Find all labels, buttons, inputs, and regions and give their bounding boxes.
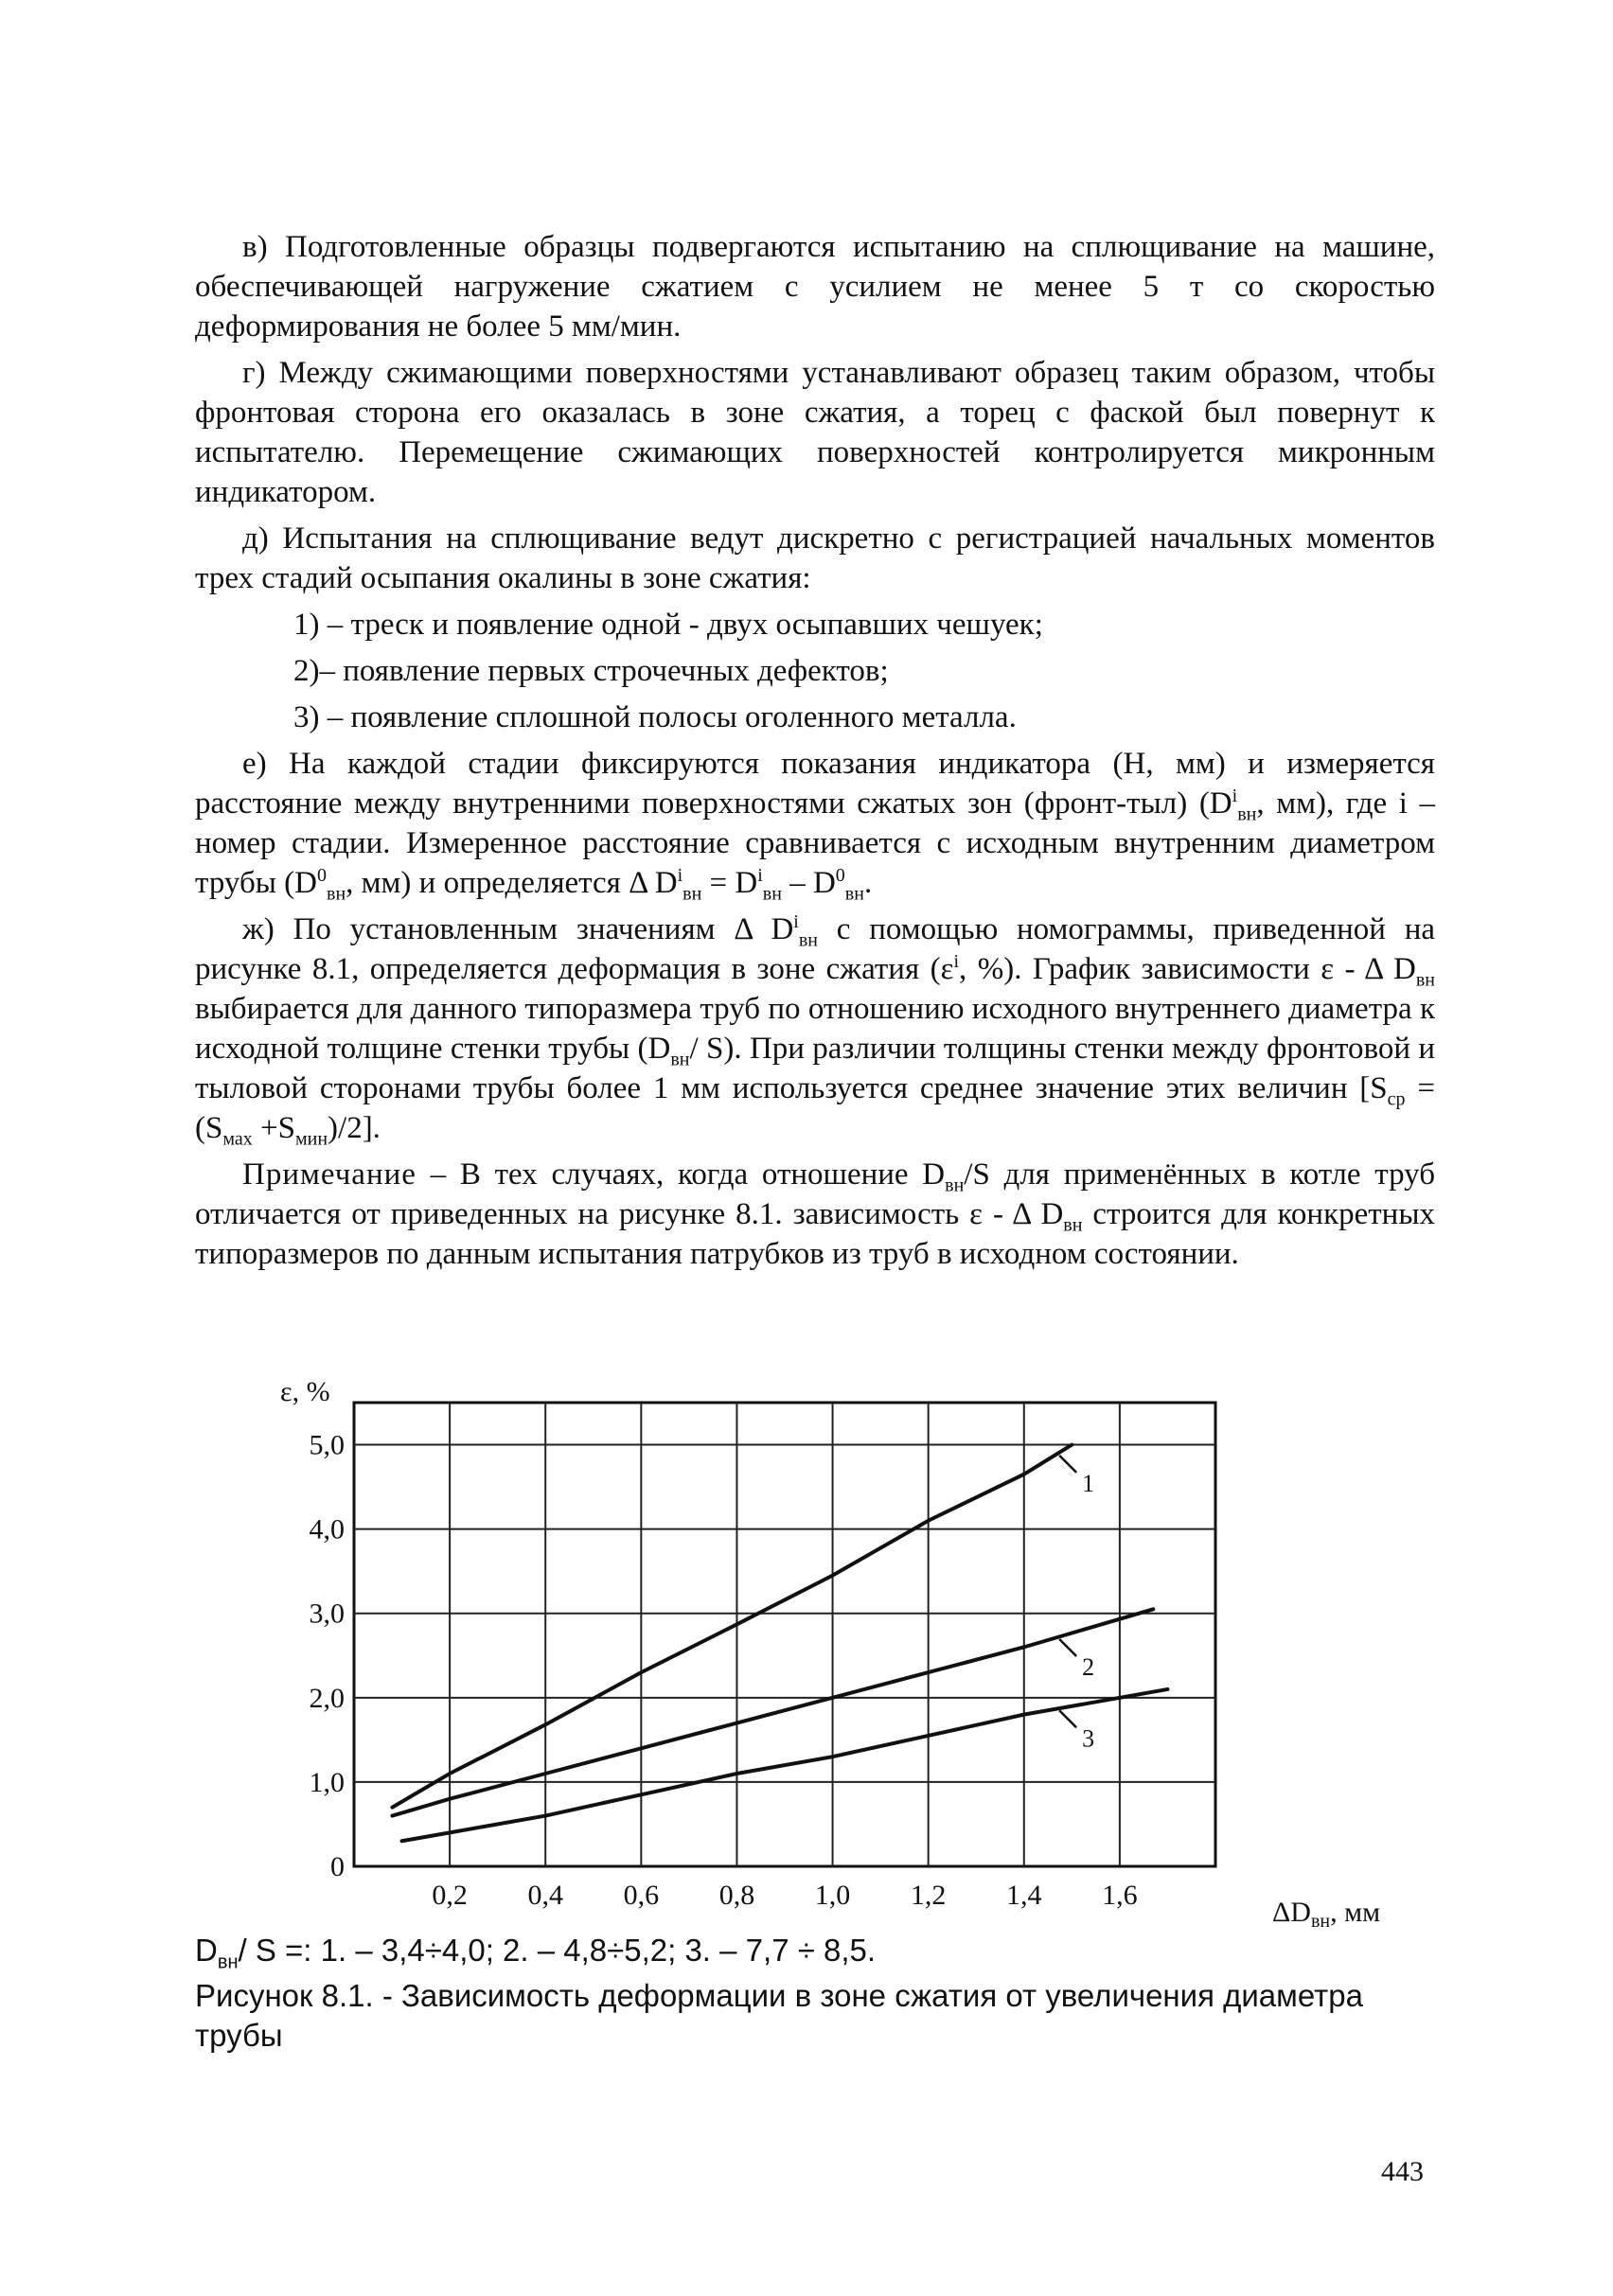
list-item-1: 1) – треск и появление одной - двух осыпавших чешуек; <box>293 608 1043 642</box>
series-label-1: 1 <box>1082 1469 1095 1497</box>
main-text <box>195 227 1435 1280</box>
y-tick-label: 2,0 <box>309 1682 345 1714</box>
x-tick-label: 0,8 <box>718 1880 755 1911</box>
paragraph-d: д) Испытания на сплющивание ведут дискретно с регистрацией начальных моментов трех стадий осыпания окалины в зоне сжатия: <box>195 521 1435 595</box>
series-leader-2 <box>1059 1639 1076 1656</box>
paragraph-note: Примечание – В тех случаях, когда отношение $D_{вн}/S$ для применённых в котле труб отличается от приведенных на рисунке 8.1. зависимость ε - Δ $D_{вн}$ строится для конкретных типоразмеров по данным испытания патрубков из труб в исходном состоянии. <box>195 1157 1436 1271</box>
y-axis-label: ε, % <box>280 1376 330 1407</box>
list-item-2: 2)– появление первых строчечных дефектов; <box>293 654 889 688</box>
y-tick-label: 5,0 <box>309 1429 345 1461</box>
figure-caption: Рисунок 8.1. - Зависимость деформации в зоне сжатия от увеличения диаметра трубы <box>195 1978 1363 2053</box>
paragraph-g: г) Между сжимающими поверхностями устанавливают образец таким образом, чтобы фронтовая сторона его оказалась в зоне сжатия, а торец с фаской был повернут к испытателю. Перемещение сжимающих поверхностей контролируется микронным индикатором. <box>195 356 1435 509</box>
x-axis-label: $\Delta D_{вн}$, мм <box>1272 1897 1381 1932</box>
y-tick-label: 0 <box>330 1851 345 1882</box>
page-number: 443 <box>1381 2156 1424 2187</box>
y-tick-label: 3,0 <box>309 1598 345 1630</box>
figure-ratio-line: $D_{вн}/$ S =: 1. – 3,4÷4,0; 2. – 4,8÷5,2; 3. – 7,7 ÷ 8,5. <box>195 1933 877 1973</box>
list-item-3: 3) – появление сплошной полосы оголенного металла. <box>293 700 1017 734</box>
x-tick-label: 0,6 <box>623 1880 660 1911</box>
paragraph-v: в) Подготовленные образцы подвергаются испытанию на сплющивание на машине, обеспечивающей нагружение сжатием с усилием не менее 5 т со скоростью деформирования не более 5 мм/мин. <box>195 230 1435 344</box>
paragraph-zh: ж) По установленным значениям Δ $D^i_{вн}$ с помощью номограммы, приведенной на рисунке 8.1, определяется деформация в зоне сжатия ($\varepsilon^i$, %). График зависимости ε - Δ $D_{вн}$ выбирается для данного типоразмера труб по отношению исходного внутреннего диаметра к исходной толщине стенки трубы ($D_{вн}/$ S). При различии толщины стенки между фронтовой и тыловой сторонами трубы более 1 мм используется среднее значение этих величин $[S_{ср} = (S_{мах} +S_{мин})/2]$. <box>195 911 1436 1150</box>
series-line-1 <box>392 1445 1072 1808</box>
series-label-3: 3 <box>1082 1724 1095 1753</box>
y-tick-label: 1,0 <box>309 1766 345 1798</box>
x-tick-label: 0,4 <box>527 1880 563 1911</box>
series-leader-3 <box>1059 1710 1076 1727</box>
x-tick-label: 1,6 <box>1102 1880 1138 1911</box>
x-tick-label: 1,2 <box>910 1880 947 1911</box>
series-leader-1 <box>1059 1456 1076 1473</box>
x-tick-label: 1,0 <box>814 1880 851 1911</box>
y-tick-label: 4,0 <box>309 1513 345 1545</box>
x-tick-label: 0,2 <box>432 1880 468 1911</box>
series-label-2: 2 <box>1082 1652 1095 1681</box>
x-tick-label: 1,4 <box>1006 1880 1042 1911</box>
chart-svg <box>195 1376 1426 1932</box>
paragraph-e: е) На каждой стадии фиксируются показания индикатора (Н, мм) и измеряется расстояние между внутренними поверхностями сжатых зон (фронт-тыл) ($D^i_{вн}$, мм), где i – номер стадии. Измеренное расстояние сравнивается с исходным внутренним диаметром трубы ($D^0_{вн}$, мм) и определяется Δ $D^i_{вн} = D^i_{вн} - D^0_{вн}$. <box>195 747 1435 905</box>
